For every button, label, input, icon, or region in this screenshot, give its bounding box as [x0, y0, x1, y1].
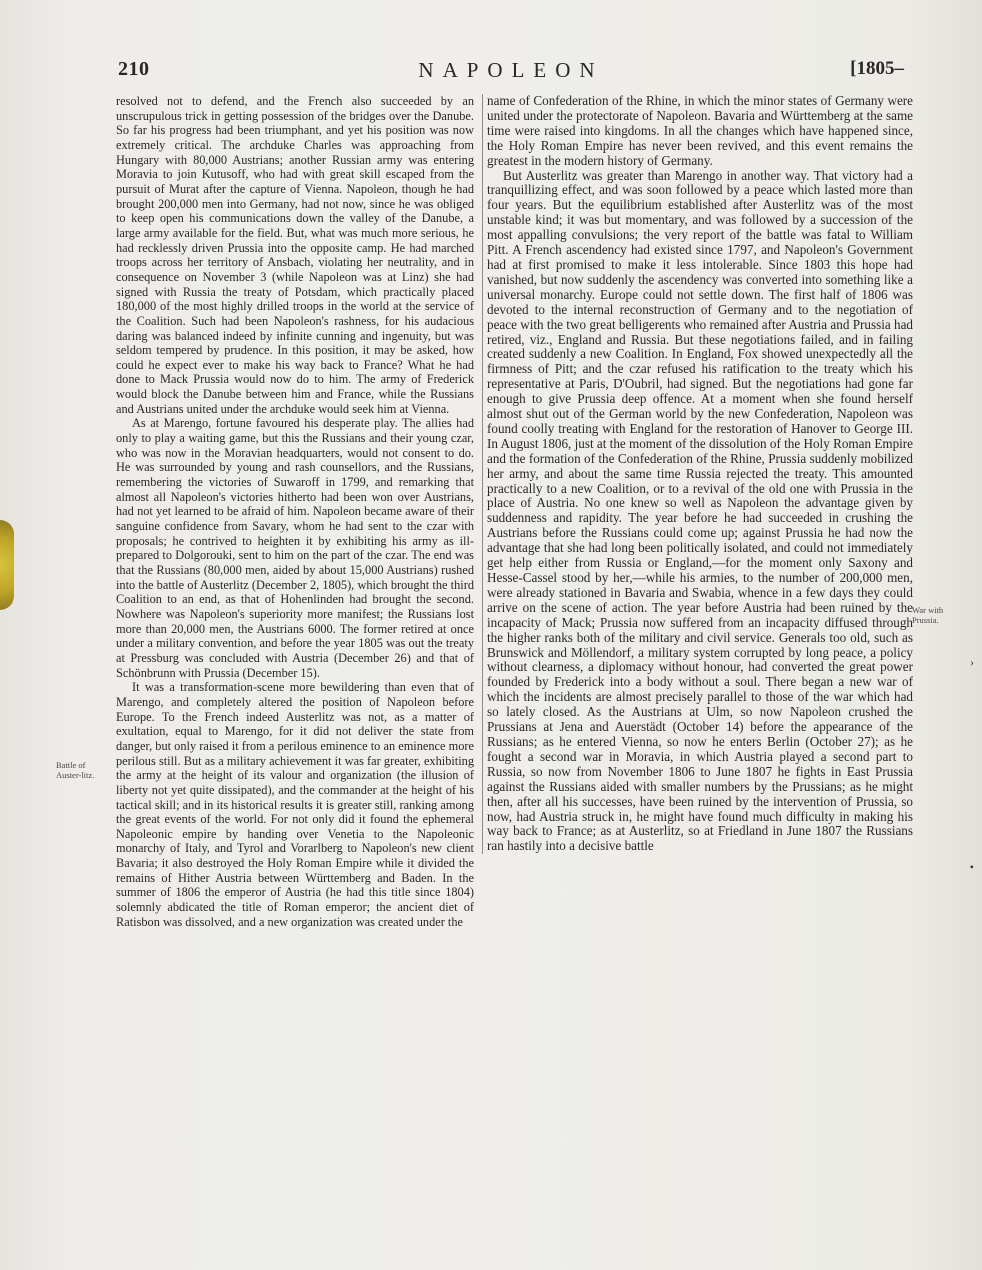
paragraph: name of Confederation of the Rhine, in which the minor states of Germany were united under the protectorate of Napoleon. Bavaria and Württemberg at the same time were raised into kingdoms. In all the changes which have happened since, the Holy Roman Empire has never been revived, and this event remains the greatest in the modern history of Germany. — [487, 93, 913, 168]
edge-mark: • — [969, 860, 974, 874]
binding-tab — [0, 520, 14, 610]
page-number: 210 — [118, 58, 150, 80]
edge-mark: › — [970, 655, 974, 669]
paragraph: It was a transformation-scene more bewildering than even that of Marengo, and completely altered the position of Napoleon before Europe. To the French indeed Austerlitz was not, as a matter of exultation, equal to Marengo, for it did not deliver the state from danger, but only raised it from a perilous eminence to an eminence more perilous still. But as a military achievement it was far greater, exhibiting the army at the height of its valour and organization (the illusion of liberty not yet quite dissipated), and the commander at the height of his tactical skill; and in its historical results it is greater still, ranking among the great events of the world. For not only did it found the ephemeral Napoleonic empire by handing over Venetia to the Napoleonic monarchy of Italy, and Tyrol and Vorarlberg to Napoleon's new client Bavaria; it also destroyed the Holy Roman Empire while it divided the remains of Hither Austria between Württemberg and Baden. In the summer of 1806 the emperor of Austria (he had this title since 1804) solemnly abdicated the title of Roman emperor; the ancient diet of Ratisbon was dissolved, and a new organization was created under the — [116, 680, 474, 929]
running-title: NAPOLEON — [418, 58, 604, 82]
margin-note-war-with-prussia: War with Prussia. — [912, 605, 944, 625]
left-text-column — [116, 94, 474, 929]
running-header — [118, 58, 904, 88]
right-text-column — [482, 94, 913, 854]
paragraph: But Austerlitz was greater than Marengo in another way. That victory had a tranquillizing effect, and was soon followed by a peace which lasted more than four years. But the equilibrium established after Austerlitz was of the most unstable kind; it was but momentary, and was followed by a succession of the most appalling convulsions; the very report of the battle was fatal to William Pitt. A French ascendency had existed since 1797, and Napoleon's Government had at first promised to make it less intolerable. Since 1803 this hope had vanished, but now suddenly the ascendency was converted into something like a universal monarchy. Europe could not settle down. The first half of 1806 was devoted to the internal reconstruction of Germany and to the negotiation of peace with the two great belligerents who remained after Austria and Prussia had retired, viz., England and Russia. But these negotiations failed, and in failing created suddenly a new Coalition. In England, Fox showed unexpectedly all the firmness of Pitt; and the czar refused his ratification to the treaty which his representative at Paris, D'Oubril, had signed. But the negotiations had gone far enough to give Prussia deep offence. At a moment when she found herself almost shut out of the German world by the new Confederation, Napoleon was found coolly treating with England for the restoration of Hanover to George III. In August 1806, just at the moment of the dissolution of the Holy Roman Empire and the formation of the Confederation of the Rhine, Prussia suddenly mobilized her army, and about the same time Russia rejected the treaty. This amounted practically to a new Coalition, or to a revival of the old one with Prussia in the place of Austria. No one knew so well as Napoleon the advantage given by suddenness and rapidity. The year before he had succeeded in crushing the Austrians before the Russians could come up; against Prussia he had now the advantage that she had long been politically isolated, and could not immediately get help either from Russia or England,—for the moment only Saxony and Hesse-Cassel stood by her,—while his armies, to the number of 200,000 men, were already stationed in Bavaria and Swabia, whence in a few days they could arrive on the scene of action. The year before Austria had been ruined by the incapacity of Mack; Prussia now suffered from an incapacity diffused through the higher ranks both of the military and civil service. Generals too old, such as Brunswick and Möllendorf, a military system corrupted by long peace, a policy without clearness, a diplomacy without honour, had converted the great power founded by Frederick into a body without a soul. There began a new war of which the incidents are almost precisely parallel to those of the war which had so lately closed. As the Austrians at Ulm, so now Napoleon crushed the Prussians at Jena and Auerstädt (October 14) before the appearance of the Russians; as he entered Vienna, so now he enters Berlin (October 27); as he fought a second war in Moravia, in which Austria played a second part to Russia, so now from November 1806 to June 1807 he fights in East Prussia against the Russians aided with smaller numbers by the Prussians; as he might then, after all his successes, have been ruined by the intervention of Prussia, so now, had Austria struck in, he might have found much difficulty in making his way back to France; as at Austerlitz, so at Friedland in June 1807 the Russians ran hastily into a decisive battle — [487, 167, 913, 854]
header-date-range: [1805– — [850, 58, 904, 79]
paragraph: resolved not to defend, and the French also succeeded by an unscrupulous trick in getting possession of the bridges over the Danube. So far his progress had been triumphant, and yet his position was now extremely critical. The archduke Charles was approaching from Hungary with 80,000 Austrians; another Russian army was entering Moravia to join Kutusoff, who had with great skill escaped from the pursuit of Murat after the capture of Vienna. Napoleon, though he had brought 200,000 men into Germany, had not now, since he was obliged to keep open his communications down the valley of the Danube, a large army available for the field. But, what was much more serious, he had recklessly driven Prussia into the opposite camp. He had marched troops across her territory of Ansbach, violating her neutrality, and in consequence on November 3 (while Napoleon was at Linz) she had signed with Russia the treaty of Potsdam, which practically placed 180,000 of the most highly drilled troops in the world at the service of the Coalition. Such had been Napoleon's rashness, for his audacious daring was balanced indeed by infinite cunning and ingenuity, but was seldom tempered by prudence. In this position, it may be asked, how could he expect ever to make his way back to France? What he had done to Mack Prussia would now do to him. The army of Frederick would block the Danube between him and France, while the Russians and Austrians united under the archduke would seek him at Vienna. — [116, 94, 474, 416]
margin-note-austerlitz: Battle of Auster-litz. — [56, 760, 95, 780]
paragraph: As at Marengo, fortune favoured his desperate play. The allies had only to play a waiting game, but this the Russians and their young czar, who was now in the Moravian headquarters, would not consent to do. He was surrounded by young and rash counsellors, and the Russians, remembering the victories of Suwaroff in 1799, and remarking that almost all Napoleon's victories hitherto had been won over Austrians, had not yet learned to be afraid of him. Napoleon became aware of their sanguine confidence from Savary, whom he had sent to the czar with proposals; he contrived to heighten it by exhibiting his army as ill-prepared to Dolgorouki, sent to him on the part of the czar. The end was that the Russians (80,000 men, aided by about 15,000 Austrians) rushed into the battle of Austerlitz (December 2, 1805), which brought the third Coalition to an end, as that of Hohenlinden had brought the second. Nowhere was Napoleon's superiority more manifest; the Russians lost more than 20,000 men, the Austrians 6000. The former retired at once under a military convention, and before the year 1805 was out the treaty at Pressburg was concluded with Austria (December 26) and that of Schönbrunn with Prussia (December 15). — [116, 416, 474, 680]
